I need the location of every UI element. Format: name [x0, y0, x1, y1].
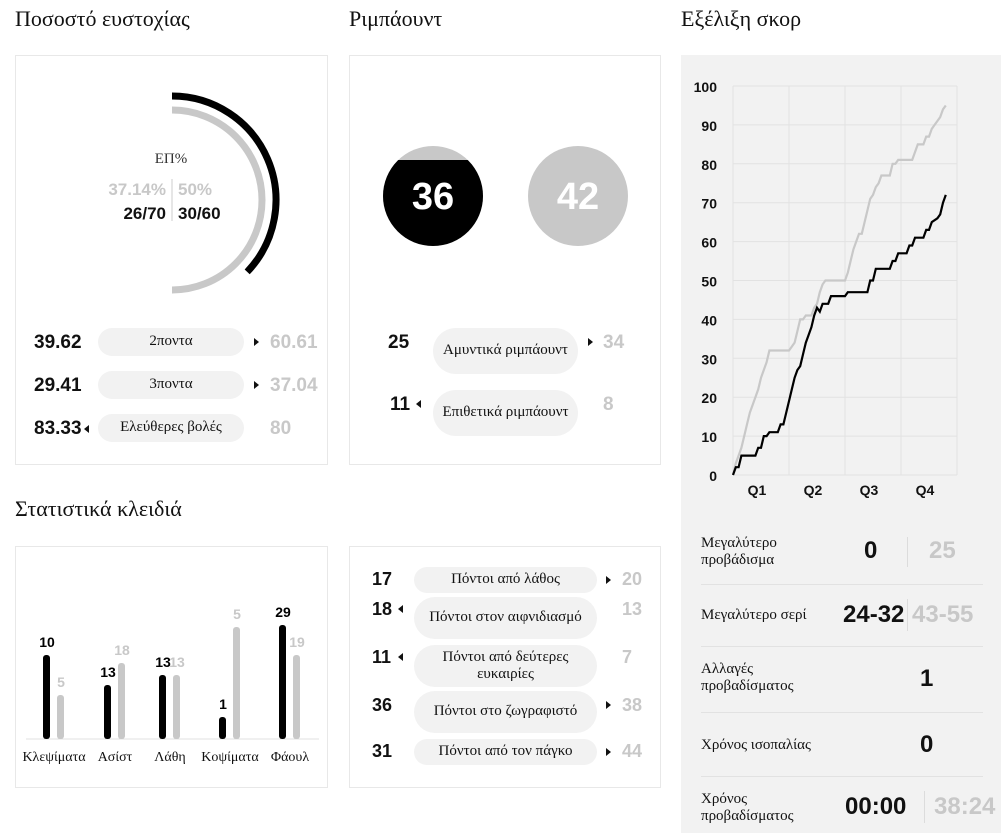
biggest-run-team-b: 43-55	[912, 601, 974, 628]
pts-fastbreak-team-a: 18	[372, 599, 393, 619]
team-a-fg-made: 26/70	[123, 204, 166, 223]
team-b-fg-pct: 50%	[178, 180, 213, 199]
two-pt-label: 2ποντα	[98, 328, 244, 356]
pts-paint-team-a: 36	[372, 695, 393, 715]
pts-fastbreak-team-b: 13	[622, 599, 643, 619]
team-b-shooting-arc	[172, 110, 262, 290]
pts-bench-arrow-icon	[606, 748, 611, 756]
y-tick-label: 30	[701, 351, 717, 368]
bar-team-b-3	[233, 627, 240, 739]
pts-second-chance-arrow-icon	[398, 653, 403, 661]
team-a-fg-pct: 37.14%	[108, 180, 166, 199]
bar-team-b-2	[173, 675, 180, 739]
team-b-rebounds-total: 42	[556, 176, 600, 218]
y-tick-label: 40	[701, 312, 717, 329]
free-throw-label: Ελεύθερες βολές	[98, 414, 244, 442]
bar-label-0: Κλεψίματα	[22, 750, 86, 765]
biggest-lead-label: Μεγαλύτερο προβάδισμα	[701, 535, 777, 569]
bar-value-team-b-2: 13	[169, 654, 185, 670]
score-series-team-b	[733, 106, 946, 476]
shooting-arc-chart	[16, 56, 329, 306]
bar-label-2: Λάθη	[154, 750, 186, 765]
biggest-run-label: Μεγαλύτερο σερί	[701, 607, 807, 623]
tie-time-value: 0	[920, 731, 934, 758]
summary-row-biggest-run	[701, 585, 983, 647]
x-tick-label: Q3	[859, 482, 879, 498]
y-tick-label: 60	[701, 234, 717, 251]
y-tick-label: 50	[701, 273, 717, 290]
bar-value-team-b-3: 5	[233, 606, 241, 622]
y-tick-label: 70	[701, 195, 717, 212]
team-a-rebounds-total: 36	[411, 176, 455, 218]
score-progression-chart	[681, 55, 1001, 515]
bar-value-team-a-2: 13	[155, 654, 171, 670]
tie-time-label: Χρόνος ισοπαλίας	[701, 737, 811, 753]
points-breakdown-panel	[349, 546, 661, 788]
summary-row-lead-time	[701, 777, 996, 833]
bar-team-a-1	[104, 685, 111, 739]
pts-second-chance-team-b: 7	[622, 647, 633, 667]
x-tick-label: Q2	[803, 482, 823, 498]
pts-second-chance-team-a: 11	[372, 647, 392, 667]
pts-turnovers-team-b: 20	[622, 569, 643, 589]
pts-bench-team-a: 31	[372, 741, 393, 761]
biggest-run-divider	[907, 599, 908, 631]
rebounds-panel	[349, 55, 661, 465]
three-pt-label: 3ποντα	[98, 371, 244, 399]
bar-team-b-1	[118, 663, 125, 739]
x-tick-label: Q4	[915, 482, 935, 498]
bar-label-1: Ασίστ	[97, 750, 133, 765]
off-reb-team-a: 11	[390, 394, 411, 415]
bar-value-team-b-1: 18	[114, 642, 130, 658]
y-tick-label: 10	[701, 429, 717, 446]
y-tick-label: 20	[701, 390, 717, 407]
def-reb-team-b: 34	[603, 332, 625, 353]
pts-turnovers-team-a: 17	[372, 569, 393, 589]
pts-bench-team-b: 44	[622, 741, 643, 761]
bar-value-team-a-0: 10	[39, 634, 55, 650]
two-pt-arrow-icon	[254, 338, 259, 346]
pts-bench-label: Πόντοι από τον πάγκο	[414, 739, 597, 765]
two-pt-team-b: 60.61	[270, 332, 318, 353]
free-throw-arrow-icon	[84, 425, 89, 433]
bar-value-team-a-4: 29	[275, 604, 291, 620]
free-throw-team-b: 80	[270, 418, 292, 439]
score-progression-section-title: Εξέλιξη σκορ	[681, 6, 802, 31]
lead-changes-value: 1	[920, 665, 934, 692]
score-progression-panel	[681, 55, 1001, 833]
y-tick-label: 80	[701, 156, 717, 173]
shooting-section-title: Ποσοστό ευστοχίας	[15, 6, 190, 31]
bar-team-a-3	[219, 717, 226, 739]
def-reb-team-a: 25	[388, 332, 410, 353]
bar-label-4: Φάουλ	[270, 750, 310, 765]
two-pt-team-a: 39.62	[34, 332, 82, 353]
shooting-panel	[15, 55, 328, 465]
pts-turnovers-label: Πόντοι από λάθος	[414, 567, 597, 593]
key-stats-section-title: Στατιστικά κλειδιά	[15, 496, 182, 521]
bar-value-team-a-1: 13	[100, 664, 116, 680]
pts-fastbreak-arrow-icon	[398, 605, 403, 613]
three-pt-arrow-icon	[254, 381, 259, 389]
bar-value-team-a-3: 1	[219, 696, 227, 712]
summary-row-lead-changes	[701, 647, 983, 713]
biggest-lead-divider	[907, 537, 908, 567]
pts-paint-arrow-icon	[606, 701, 611, 709]
x-tick-label: Q1	[747, 482, 767, 498]
bar-label-3: Κοψίματα	[201, 750, 259, 765]
key-stats-bar-panel	[15, 546, 328, 788]
def-reb-arrow-icon	[588, 338, 593, 346]
summary-row-biggest-lead	[701, 525, 983, 585]
bar-team-b-4	[293, 655, 300, 739]
three-pt-team-a: 29.41	[34, 375, 82, 396]
three-pt-team-b: 37.04	[270, 375, 318, 396]
biggest-lead-team-a: 0	[864, 537, 878, 564]
bar-value-team-b-0: 5	[57, 674, 65, 690]
bar-team-a-2	[159, 675, 166, 739]
y-tick-label: 90	[701, 117, 717, 134]
bar-value-team-b-4: 19	[289, 634, 305, 650]
lead-time-team-a: 00:00	[845, 793, 907, 820]
def-reb-label: Αμυντικά ριμπάουντ	[433, 328, 578, 374]
biggest-lead-team-b: 25	[929, 537, 956, 564]
rebounds-section-title: Ριμπάουντ	[349, 6, 443, 31]
rebounds-circles	[350, 56, 662, 276]
y-tick-label: 100	[693, 79, 717, 95]
bar-team-b-0	[57, 695, 64, 739]
key-stats-bar-chart	[16, 547, 329, 789]
pts-turnovers-arrow-icon	[606, 576, 611, 584]
y-tick-label: 0	[709, 468, 717, 484]
fg-pct-label: ΕΠ%	[154, 151, 188, 167]
off-reb-label: Επιθετικά ριμπάουντ	[433, 390, 578, 436]
pts-second-chance-label: Πόντοι από δεύτερες ευκαιρίες	[414, 645, 597, 687]
lead-time-divider	[924, 791, 925, 823]
free-throw-team-a: 83.33	[34, 418, 82, 439]
pts-paint-label: Πόντοι στο ζωγραφιστό	[414, 691, 597, 733]
pts-fastbreak-label: Πόντοι στον αιφνιδιασμό	[414, 597, 597, 639]
summary-row-tie-time	[701, 713, 983, 777]
pts-paint-team-b: 38	[622, 695, 643, 715]
score-series-team-a	[733, 195, 946, 475]
lead-time-team-b: 38:24	[934, 793, 996, 820]
bar-team-a-0	[43, 655, 50, 739]
team-b-fg-made: 30/60	[178, 204, 221, 223]
bar-team-a-4	[279, 625, 286, 739]
off-reb-arrow-icon	[416, 400, 421, 408]
lead-changes-label: Αλλαγές προβαδίσματος	[701, 661, 794, 695]
off-reb-team-b: 8	[603, 394, 614, 415]
biggest-run-team-a: 24-32	[843, 601, 905, 628]
lead-time-label: Χρόνος προβαδίσματος	[701, 791, 794, 825]
